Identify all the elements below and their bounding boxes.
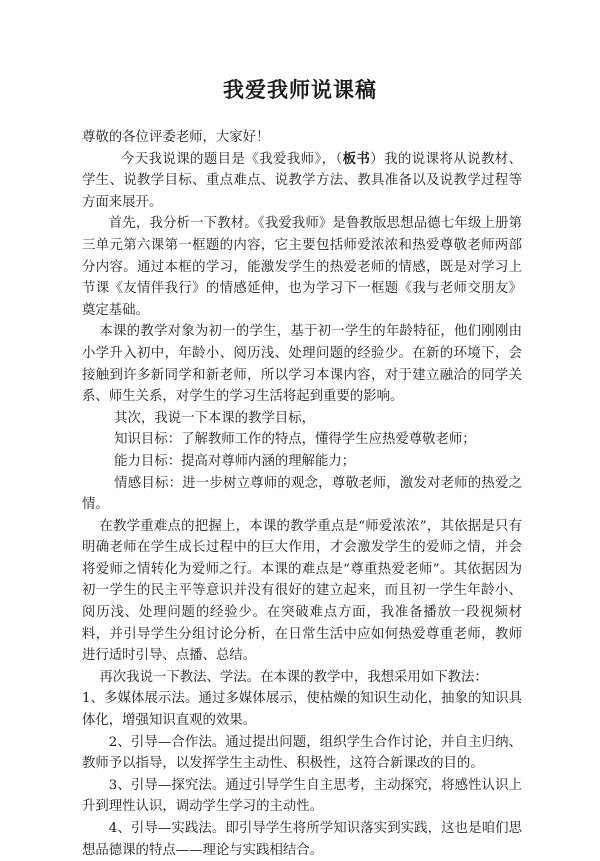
intro-paragraph <box>82 149 522 214</box>
students-paragraph: 本课的教学对象为初一的学生，基于初一学生的年龄特征，他们刚刚由小学升入初中，年龄小、阅历浅、处理问题的经验少。在新的环境下，会接触到许多新同学和新老师，所以学习本课内容，对于建立融洽的同学关系、师生关系，对学生的学习生活将起到重要的影响。 <box>82 324 522 405</box>
method-item: 3、引导—探究法。通过引导学生自主思考，主动探究，将感性认识上升到理性认识，调动学生学习的主动性。 <box>82 777 522 815</box>
method-item: 1、多媒体展示法。通过多媒体展示，使枯燥的知识生动化，抽象的知识具体化，增强知识直观的效果。 <box>82 691 522 729</box>
methods-intro-paragraph: 再次我说一下教法、学法。在本课的教学中，我想采用如下教法： <box>99 669 488 685</box>
method-item: 4、引导—实践法。即引导学生将所学知识落实到实践，这也是咱们思想品德课的特点——理论与实践相结合。 <box>82 821 522 858</box>
method-item: 2、引导—合作法。通过提出问题，组织学生合作讨论，并自主归纳、教师予以指导，以发挥学生主动性、积极性，这符合新课改的目的。 <box>82 734 522 772</box>
document-title: 我爱我师说课稿 <box>223 78 377 102</box>
greeting-paragraph: 尊敬的各位评委老师，大家好！ <box>82 130 270 145</box>
intro-board-label: 板书 <box>342 150 371 167</box>
goal-emotion: 情感目标：进一步树立尊师的观念，尊敬老师，激发对老师的热爱之情。 <box>82 475 522 513</box>
document-body <box>82 127 522 861</box>
key-points-paragraph: 在教学重难点的把握上，本课的教学重点是“师爱浓浓”，其依据是只有明确老师在学生成长过程中的巨大作用，才会激发学生的爱师之情，并会将爱师之情转化为爱师之行。本课的难点是“尊重热爱老师”。其依据因为初一学生的民主平等意识并没有很好的建立起来，而且初一学生年龄小、阅历浅、处理问题的经验少。在突破难点方面，我准备播放一段视频材料，并引导学生分组讨论分析，在日常生活中应如何热爱尊重老师，教师进行适时引导、点播、总结。 <box>82 518 522 664</box>
intro-text-pre: 今天我说课的题目是《我爱我师》，（ <box>120 151 343 167</box>
material-paragraph: 首先，我分析一下教材。《我爱我师》是鲁教版思想品德七年级上册第三单元第六课第一框题的内容，它主要包括师爱浓浓和热爱尊敬老师两部分内容。通过本框的学习，能激发学生的热爱老师的情感，既是对学习上节课《友情伴我行》的情感延伸，也为学习下一框题《我与老师交朋友》奠定基础。 <box>82 216 522 318</box>
goals-intro-paragraph: 其次，我说一下本课的教学目标， <box>114 410 316 426</box>
intro-text-post: ）我的说课将从说教材、学生、说教学目标、重点难点、说教学方法、教具准备以及说教学过程等方面来展开。 <box>82 151 522 210</box>
goal-ability: 能力目标：提高对尊师内涵的理解能力； <box>114 453 356 469</box>
goal-knowledge: 知识目标：了解教师工作的特点，懂得学生应热爱尊敬老师； <box>114 432 476 448</box>
